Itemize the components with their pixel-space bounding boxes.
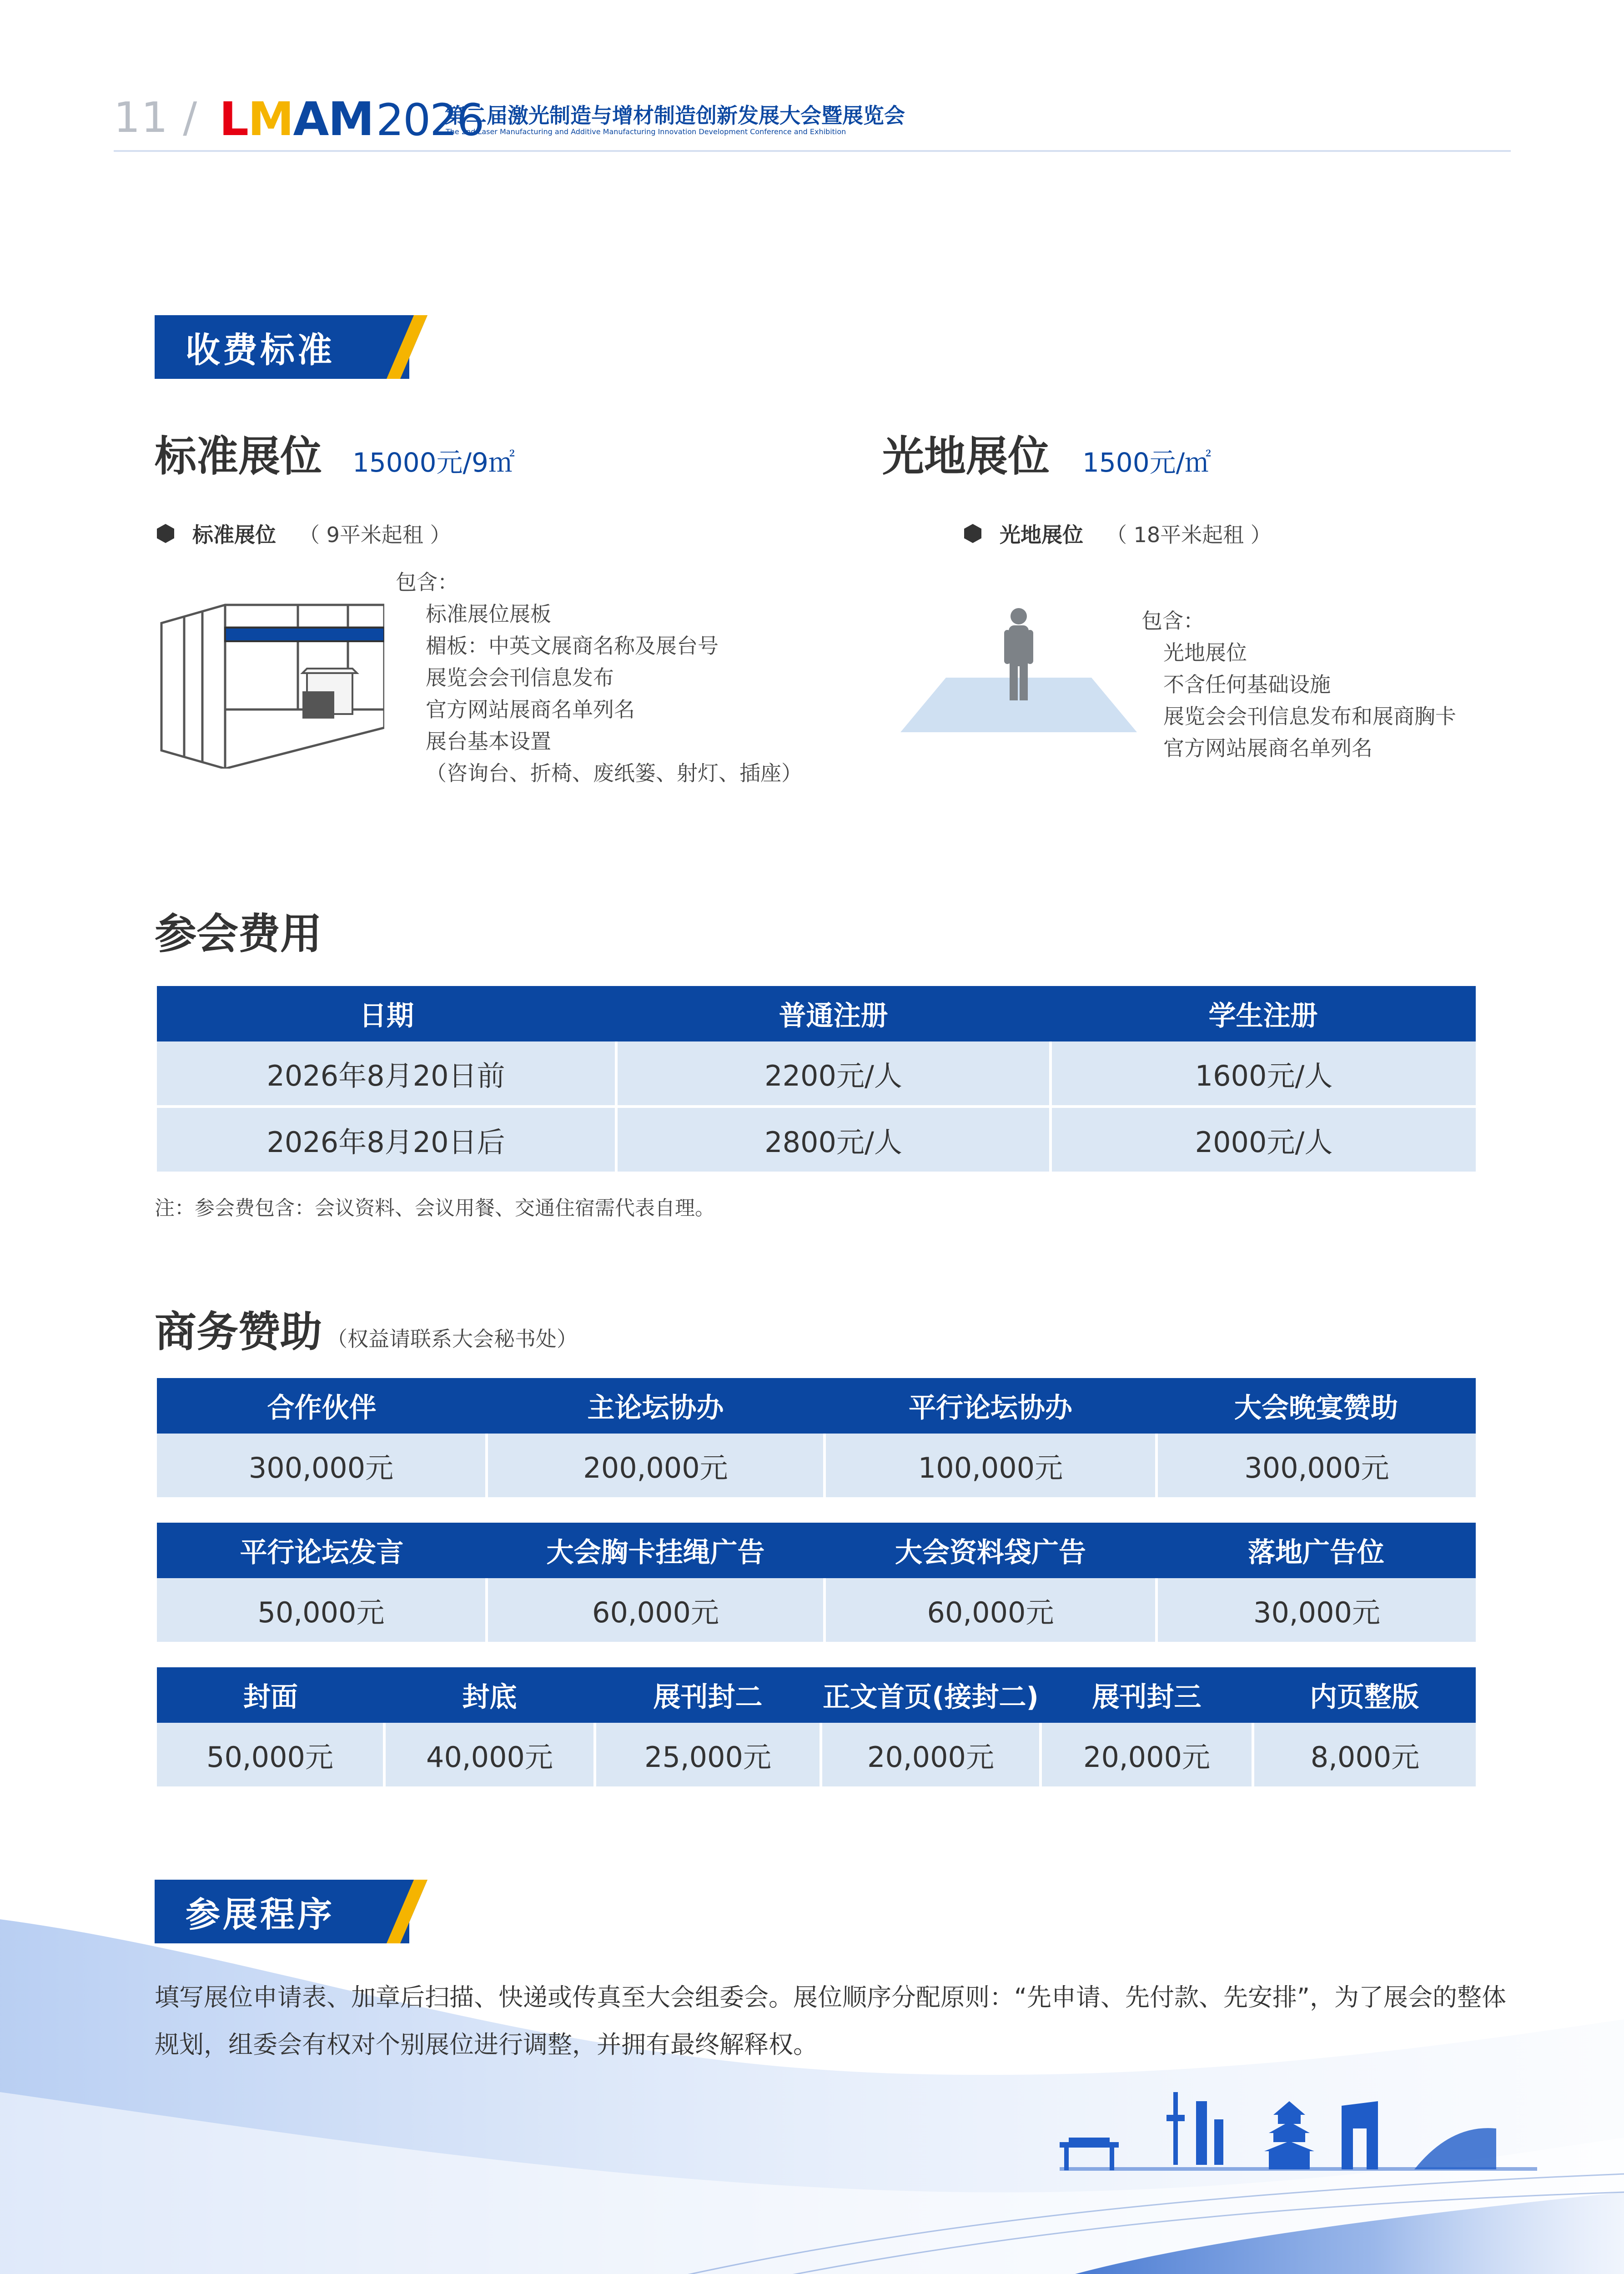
table-cell: 200,000元 <box>487 1434 825 1497</box>
table-header-cell: 落地广告位 <box>1156 1523 1476 1578</box>
table-header-cell: 内页整版 <box>1253 1667 1476 1723</box>
badge-label: 收费标准 <box>155 315 409 379</box>
table-cell: 2800元/人 <box>616 1107 1051 1172</box>
table-row <box>157 1041 1476 1107</box>
attendance-heading: 参会费用 <box>155 910 322 958</box>
standard-booth-bullet: 标准展位 （ 9平米起租 ） <box>157 518 451 548</box>
sponsorship-subtitle: （权益请联系大会秘书处） <box>327 1327 578 1351</box>
table-header-cell: 平行论坛发言 <box>157 1523 487 1578</box>
section-badge-procedure <box>155 1880 427 1943</box>
include-item: 不含任何基础设施 <box>1163 672 1331 697</box>
table-header-cell: 封底 <box>384 1667 595 1723</box>
table-header-row <box>157 1667 1476 1723</box>
table-header-cell: 合作伙伴 <box>157 1378 487 1434</box>
badge-accent-stripe <box>382 1880 427 1943</box>
table-header-row <box>157 1523 1476 1578</box>
include-item: 官方网站展商名单列名 <box>426 697 635 722</box>
raw-space-price: 1500元/㎡ <box>1082 447 1212 478</box>
table-row <box>157 1107 1476 1172</box>
sponsorship-table-2 <box>157 1523 1476 1642</box>
table-header-cell: 主论坛协办 <box>487 1378 825 1434</box>
table-cell: 50,000元 <box>157 1723 384 1786</box>
table-cell: 2200元/人 <box>616 1041 1051 1107</box>
table-header-cell: 大会胸卡挂绳广告 <box>487 1523 825 1578</box>
header-divider <box>114 150 1511 152</box>
table-row <box>157 1434 1476 1497</box>
table-header-cell: 平行论坛协办 <box>825 1378 1156 1434</box>
procedure-text: 填写展位申请表、加章后扫描、快递或传真至大会组委会。展位顺序分配原则：“先申请、先付款、先安排”，为了展会的整体规划，组委会有权对个别展位进行调整，并拥有最终解释权。 <box>155 1983 1506 2059</box>
standard-booth-includes: 包含： 标准展位展板 楣板：中英文展商名称及展台号 展览会会刊信息发布 官方网站展商名单列名 展台基本设置 （咨询台、折椅、废纸篓、射灯、插座） <box>396 566 802 789</box>
attendance-note: 注：参会费包含：会议资料、会议用餐、交通住宿需代表自理。 <box>155 1197 715 1220</box>
table-cell: 20,000元 <box>1041 1723 1253 1786</box>
table-header-cell: 封面 <box>157 1667 384 1723</box>
table-cell: 60,000元 <box>825 1578 1156 1642</box>
include-item: 官方网站展商名单列名 <box>1163 736 1373 760</box>
include-item: 展台基本设置 <box>426 729 551 754</box>
badge-label: 参展程序 <box>155 1880 409 1943</box>
hexagon-bullet-icon <box>964 524 981 543</box>
table-cell: 2000元/人 <box>1051 1107 1476 1172</box>
table-row <box>157 1578 1476 1642</box>
table-header-cell: 展刊封三 <box>1041 1667 1253 1723</box>
table-header-row <box>157 1378 1476 1434</box>
conference-title-cn: 第二届激光制造与增材制造创新发展大会暨展览会 <box>445 103 905 128</box>
table-cell: 60,000元 <box>487 1578 825 1642</box>
badge-accent-stripe <box>382 315 427 379</box>
standard-booth-illustration <box>157 600 384 769</box>
table-cell: 30,000元 <box>1156 1578 1476 1642</box>
page-number: 11 / <box>114 93 198 142</box>
table-cell: 8,000元 <box>1253 1723 1476 1786</box>
table-header-cell: 展刊封二 <box>595 1667 821 1723</box>
section-badge-fees <box>155 315 427 379</box>
include-item: 楣板：中英文展商名称及展台号 <box>426 634 719 658</box>
table-header-cell: 正文首页(接封二) <box>821 1667 1041 1723</box>
sponsorship-table-3 <box>157 1667 1476 1786</box>
table-header-cell: 普通注册 <box>616 986 1051 1041</box>
conference-title-en: The 2nd Laser Manufacturing and Additive Manufacturing Innovation Development Conference and Exhibition <box>446 127 846 136</box>
hexagon-bullet-icon <box>157 524 174 543</box>
raw-space-title: 光地展位 <box>882 432 1050 481</box>
table-cell: 40,000元 <box>384 1723 595 1786</box>
table-cell: 50,000元 <box>157 1578 487 1642</box>
table-cell: 25,000元 <box>595 1723 821 1786</box>
table-cell: 100,000元 <box>825 1434 1156 1497</box>
table-header-cell: 大会晚宴赞助 <box>1156 1378 1476 1434</box>
table-cell: 300,000元 <box>157 1434 487 1497</box>
sponsorship-table-1 <box>157 1378 1476 1497</box>
include-item: （咨询台、折椅、废纸篓、射灯、插座） <box>426 761 802 785</box>
table-header-row <box>157 986 1476 1041</box>
lmam-logo: LMAM2026 <box>219 92 484 146</box>
table-header-cell: 大会资料袋广告 <box>825 1523 1156 1578</box>
table-cell: 300,000元 <box>1156 1434 1476 1497</box>
standard-booth-title: 标准展位 <box>155 432 322 481</box>
raw-space-illustration <box>900 605 1137 737</box>
sponsorship-heading: 商务赞助 （权益请联系大会秘书处） <box>155 1308 578 1356</box>
city-skyline-illustration <box>1060 2074 1537 2178</box>
table-cell: 20,000元 <box>821 1723 1041 1786</box>
include-item: 光地展位 <box>1163 640 1247 665</box>
include-item: 展览会会刊信息发布 <box>426 665 614 690</box>
table-header-cell: 日期 <box>157 986 616 1041</box>
include-item: 标准展位展板 <box>426 602 551 626</box>
raw-space-bullet: 光地展位 （ 18平米起租 ） <box>964 518 1272 548</box>
table-cell: 1600元/人 <box>1051 1041 1476 1107</box>
attendance-fee-table <box>157 986 1476 1172</box>
table-cell: 2026年8月20日后 <box>157 1107 616 1172</box>
include-item: 展览会会刊信息发布和展商胸卡 <box>1163 704 1456 729</box>
table-row <box>157 1723 1476 1786</box>
table-cell: 2026年8月20日前 <box>157 1041 616 1107</box>
raw-space-includes: 包含： 光地展位 不含任何基础设施 展览会会刊信息发布和展商胸卡 官方网站展商名单列名 <box>1141 605 1456 764</box>
table-header-cell: 学生注册 <box>1051 986 1476 1041</box>
standard-booth-price: 15000元/9㎡ <box>352 447 515 478</box>
